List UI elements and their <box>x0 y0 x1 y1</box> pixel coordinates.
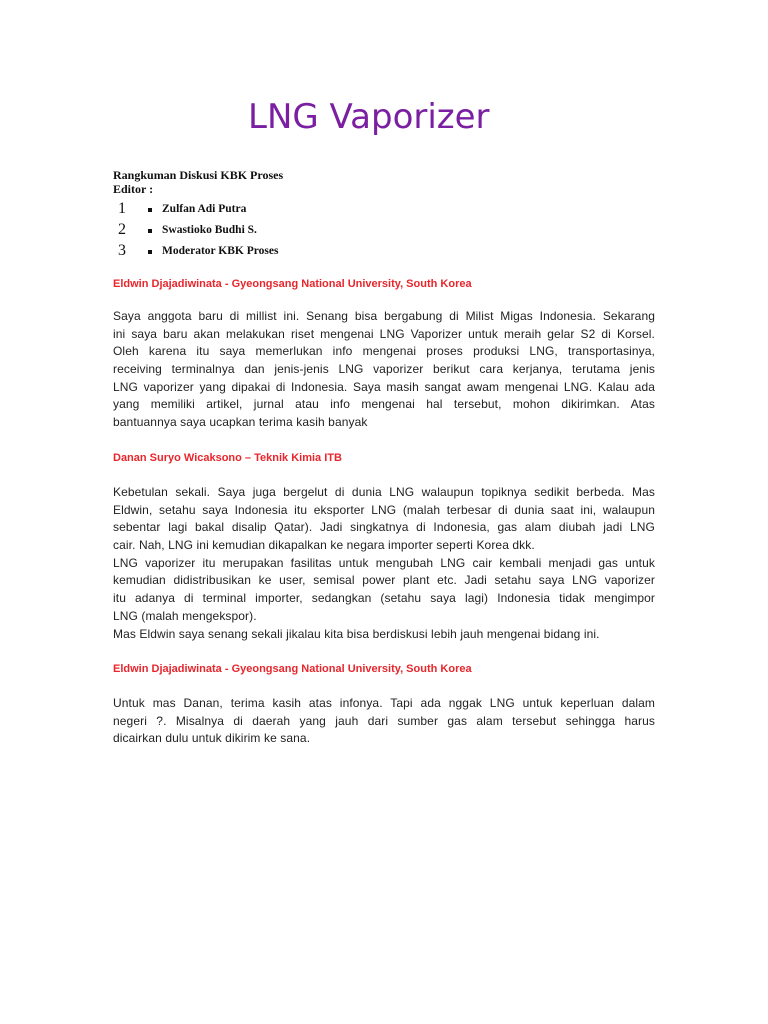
paragraph-line: sebentar lagi bakal disalip Qatar). Jadi singkatnya di Indonesia, gas alam diubah jadi LNG <box>113 520 655 535</box>
paragraph-line: LNG vaporizer yang dipakai di Indonesia. Saya masih sangat awam mengenai LNG. Kalau ada <box>113 379 655 394</box>
paragraph-line: yang memiliki artikel, jurnal atau info mengenai hal tersebut, mohon dikirimkan. Atas <box>113 397 655 412</box>
paragraph-line: Kebetulan sekali. Saya juga bergelut di dunia LNG walaupun topiknya sedikit berbeda. Mas <box>113 485 655 499</box>
paragraph-line: itu adanya di terminal importer, sedangkan (setahu saya lagi) Indonesia tidak mengimpor <box>113 591 655 606</box>
square-bullet-icon <box>148 250 152 254</box>
editor-list <box>113 199 413 262</box>
square-bullet-icon <box>148 229 152 233</box>
editor-label: Editor : <box>113 182 154 196</box>
document-header <box>113 168 283 196</box>
editor-name: Zulfan Adi Putra <box>162 203 247 215</box>
editor-list-item <box>113 199 413 220</box>
paragraph-line: LNG vaporizer itu merupakan fasilitas untuk mengubah LNG cair kembali menjadi gas untuk <box>113 555 655 570</box>
post-author: Danan Suryo Wicaksono – Teknik Kimia ITB <box>113 452 342 464</box>
paragraph-line: ini saya baru akan melakukan riset mengenai LNG Vaporizer untuk meraih gelar S2 di Korsel. <box>113 326 655 341</box>
paragraph-line: kemudian didistribusikan ke user, semisal power plant etc. Jadi setahu saya LNG vaporizer <box>113 573 655 588</box>
post-body <box>113 695 655 748</box>
paragraph-line: Eldwin, setahu saya Indonesia itu eksporter LNG (malah terbesar di dunia saat ini, walaupun <box>113 502 655 517</box>
document-title: LNG Vaporizer <box>248 97 490 137</box>
list-number: 1 <box>118 200 126 217</box>
post-author: Eldwin Djajadiwinata - Gyeongsang National University, South Korea <box>113 663 472 675</box>
editor-name: Moderator KBK Proses <box>162 245 279 257</box>
editor-list-item <box>113 241 413 262</box>
post-body <box>113 484 655 643</box>
paragraph-line: cair. Nah, LNG ini kemudian dikapalkan ke negara importer seperti Korea dkk. <box>113 538 535 553</box>
paragraph-line: dicairkan dulu untuk dikirim ke sana. <box>113 731 311 746</box>
square-bullet-icon <box>148 208 152 212</box>
paragraph-line: negeri ?. Misalnya di daerah yang jauh dari sumber gas alam tersebut sehingga harus <box>113 713 655 728</box>
paragraph-line: Untuk mas Danan, terima kasih atas infonya. Tapi ada nggak LNG untuk keperluan dalam <box>113 696 655 710</box>
paragraph-line: bantuannya saya ucapkan terima kasih banyak <box>113 415 368 430</box>
post-body <box>113 308 655 432</box>
post-author: Eldwin Djajadiwinata - Gyeongsang National University, South Korea <box>113 278 472 290</box>
editor-name: Swastioko Budhi S. <box>162 224 257 236</box>
paragraph-line: LNG (malah mengekspor). <box>113 608 257 623</box>
paragraph-line: Oleh karena itu saya memerlukan info mengenai proses produksi LNG, transportasinya, <box>113 344 655 359</box>
list-number: 2 <box>118 221 126 238</box>
paragraph-line: Saya anggota baru di millist ini. Senang bisa bergabung di Milist Migas Indonesia. Sekarang <box>113 309 655 323</box>
paragraph-line: receiving terminalnya dan jenis-jenis LNG vaporizer berikut cara kerjanya, terutama jenis <box>113 362 655 377</box>
list-number: 3 <box>118 242 126 259</box>
editor-list-item <box>113 220 413 241</box>
paragraph-line: Mas Eldwin saya senang sekali jikalau kita bisa berdiskusi lebih jauh mengenai bidang ini. <box>113 626 600 641</box>
summary-label: Rangkuman Diskusi KBK Proses <box>113 168 284 182</box>
